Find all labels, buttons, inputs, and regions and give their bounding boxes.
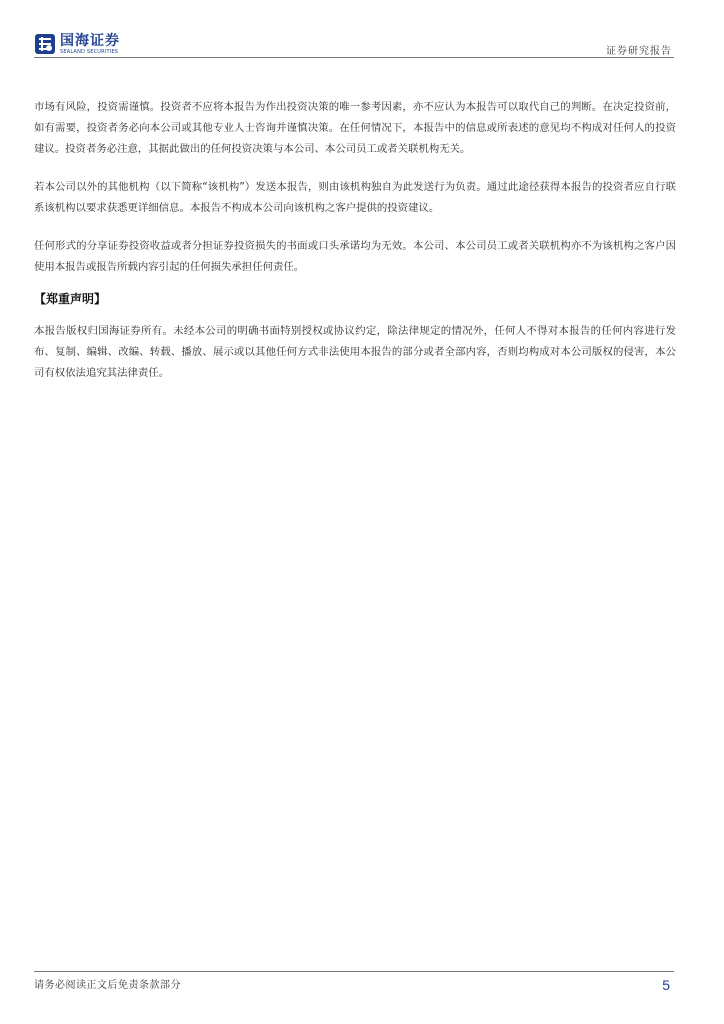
disclaimer-paragraph-liability: 任何形式的分享证券投资收益或者分担证券投资损失的书面或口头承诺均为无效。本公司、本公司员工或者关联机构亦不为该机构之客户因使用本报告或报告所载内容引起的任何损失承担任何责任。 <box>34 240 676 273</box>
company-logo <box>34 32 120 56</box>
logo-mark-icon <box>34 33 56 55</box>
report-type-label: 证券研究报告 <box>606 46 672 57</box>
logo-english-name: SEALAND SECURITIES <box>60 48 119 55</box>
disclaimer-paragraph-risk: 市场有风险，投资需谨慎。投资者不应将本报告为作出投资决策的唯一参考因素，亦不应认为本报告可以取代自己的判断。在决定投资前，如有需要，投资者务必向本公司或其他专业人士咨询并谨慎决策。在任何情况下，本报告中的信息或所表述的意见均不构成对任何人的投资建议。投资者务必注意，其据此做出的任何投资决策与本公司、本公司员工或者关联机构无关。 <box>34 101 676 155</box>
page-header <box>34 28 674 58</box>
header-divider <box>34 57 674 58</box>
copyright-paragraph: 本报告版权归国海证券所有。未经本公司的明确书面特别授权或协议约定，除法律规定的情况外，任何人不得对本报告的任何内容进行发布、复制、编辑、改编、转载、播放、展示或以其他任何方式非法使用本报告的部分或者全部内容，否则均构成对本公司版权的侵害，本公司有权依法追究其法律责任。 <box>34 325 676 379</box>
footer-disclaimer-note: 请务必阅读正文后免责条款部分 <box>34 980 181 991</box>
logo-chinese-name: 国海证券 <box>60 32 120 49</box>
disclaimer-paragraph-third-party: 若本公司以外的其他机构（以下简称“该机构”）发送本报告，则由该机构独自为此发送行为负责。通过此途径获得本报告的投资者应自行联系该机构以要求获悉更详细信息。本报告不构成本公司向该机构之客户提供的投资建议。 <box>34 181 676 214</box>
page-number: 5 <box>662 977 670 993</box>
section-heading-solemn-statement: 【郑重声明】 <box>34 292 107 306</box>
footer-divider <box>34 971 674 972</box>
disclaimer-body <box>34 97 676 384</box>
